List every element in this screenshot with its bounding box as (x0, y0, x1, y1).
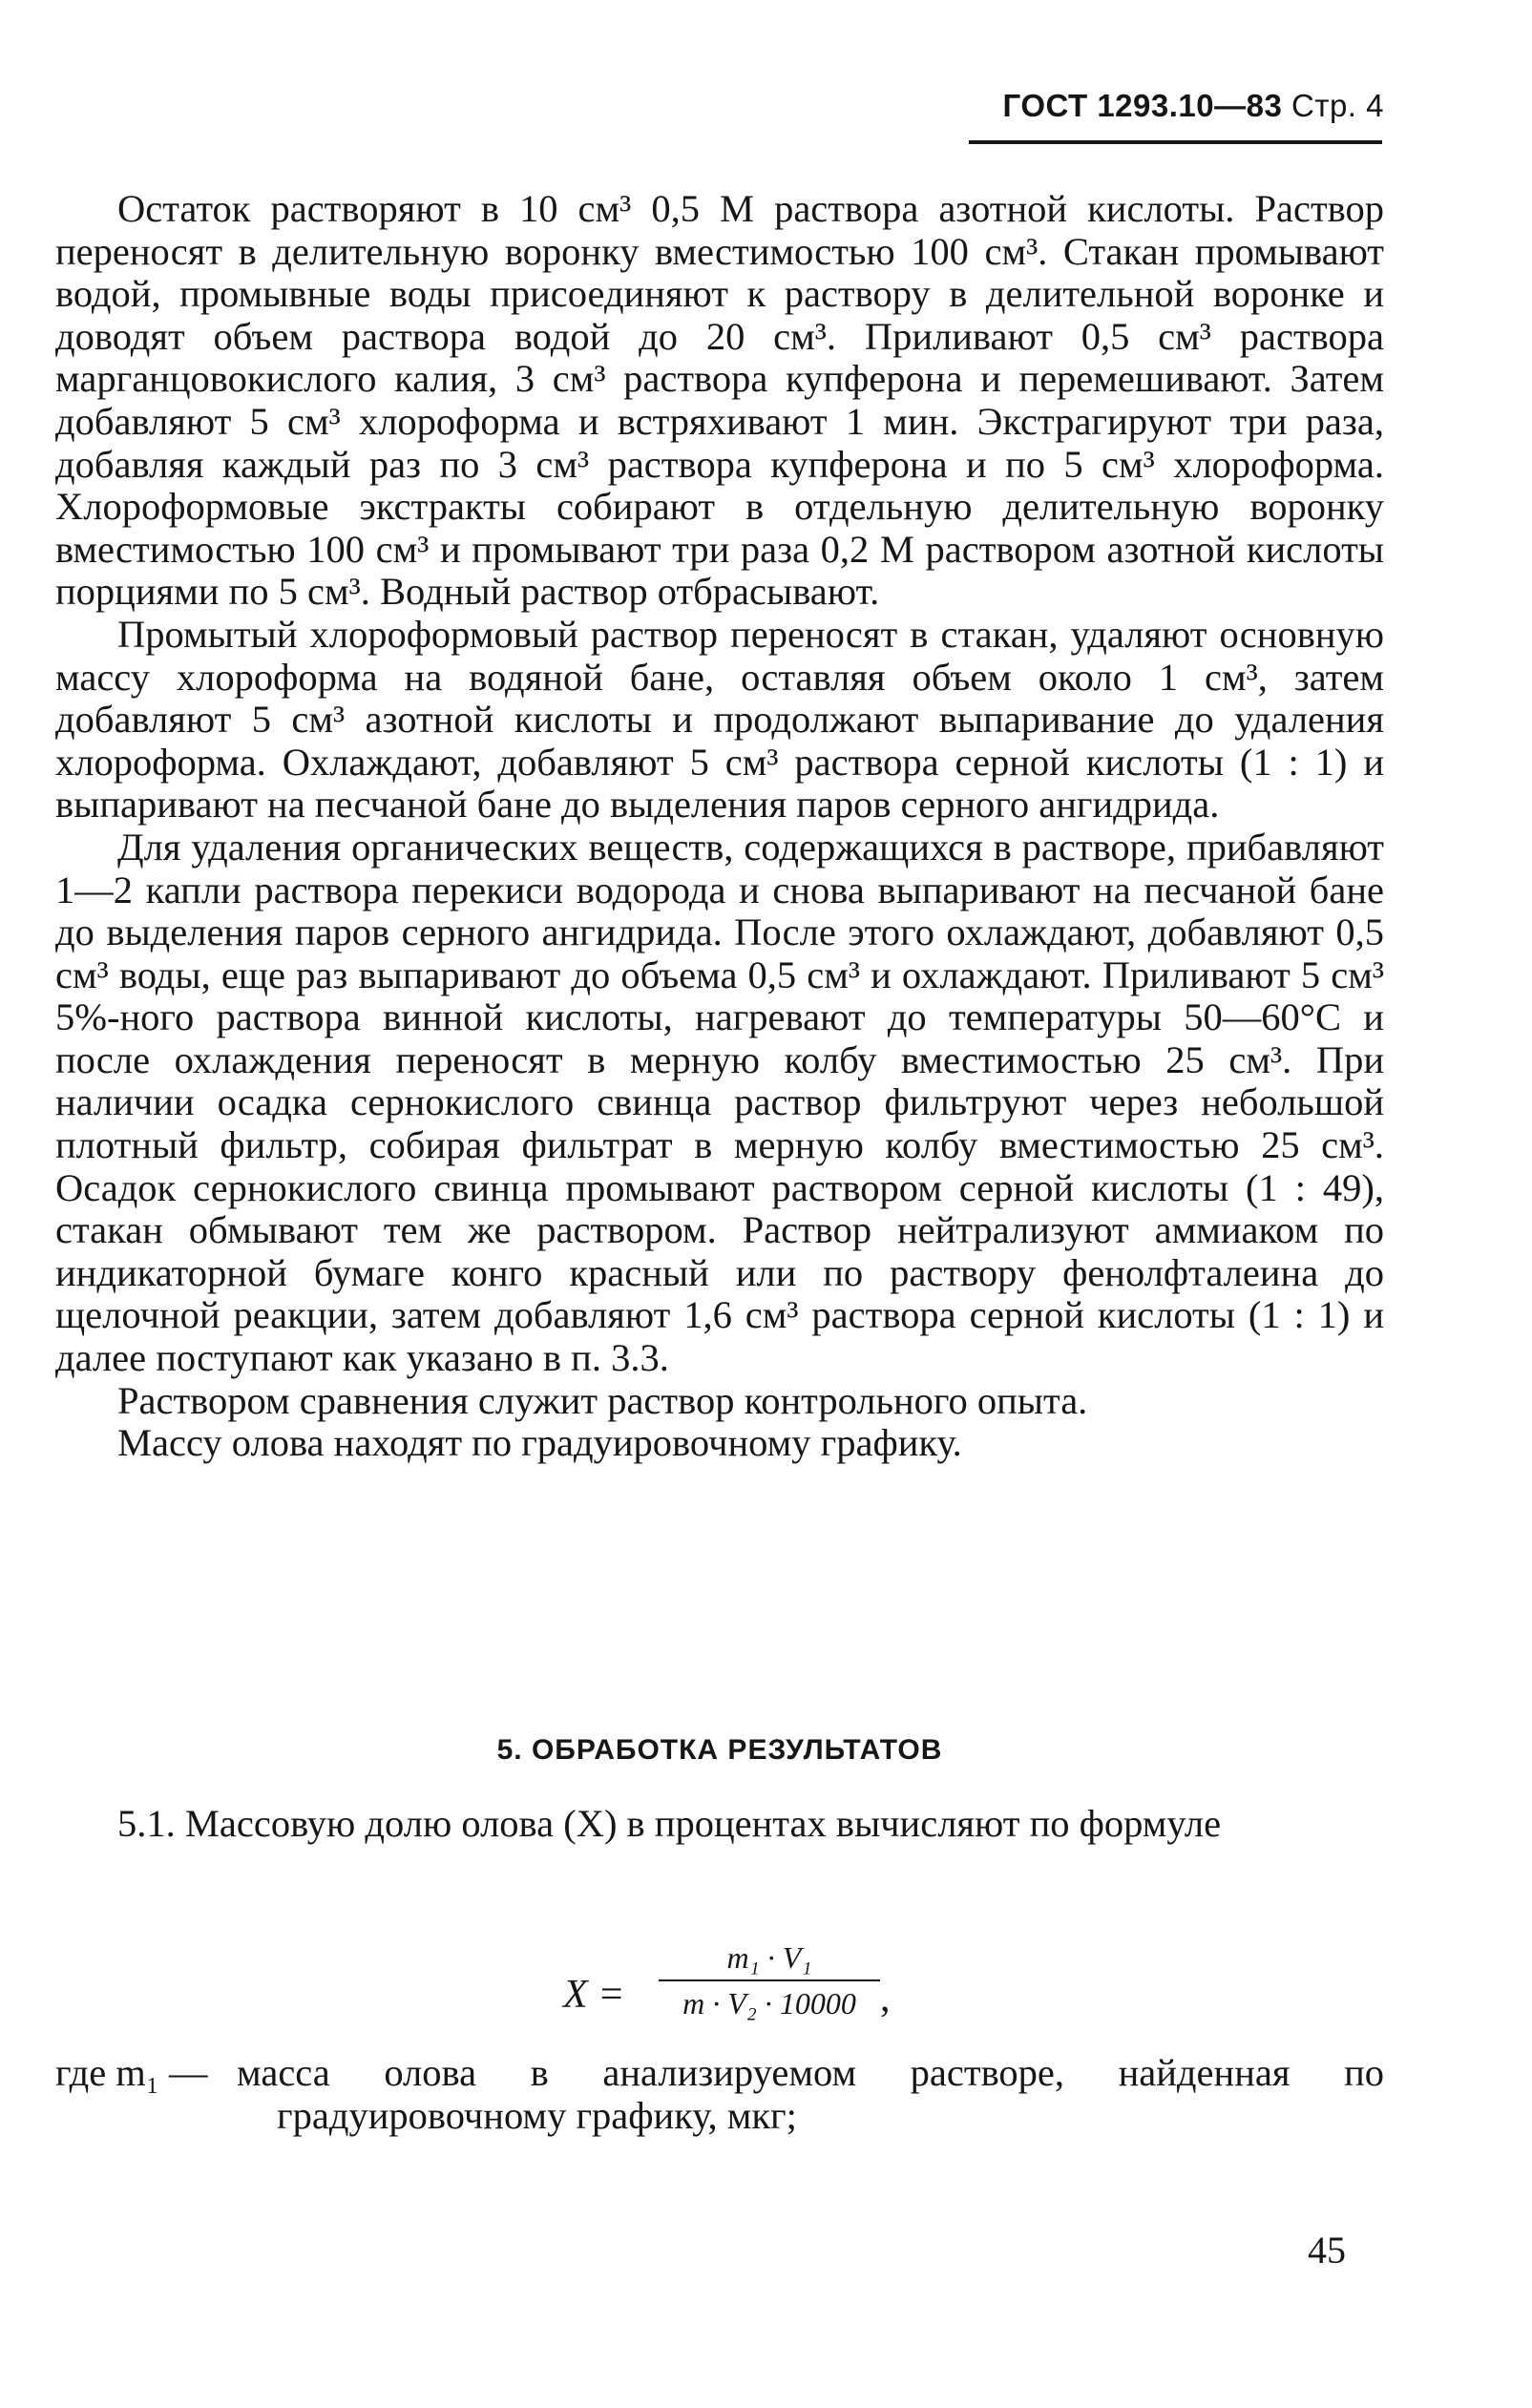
formula-fraction (659, 1937, 880, 2023)
formula-lhs: X = (563, 1973, 625, 2017)
page-number: 45 (1308, 2229, 1346, 2272)
formula-denominator: m · V₂ · 10000 (682, 1986, 856, 2021)
body-text (55, 188, 1384, 1465)
fraction-bar (659, 1979, 880, 1981)
formula (563, 1937, 993, 2052)
paragraph-tin-mass: Массу олова находят по градуировочному графику. (117, 1421, 962, 1465)
paragraph-residue-dissolution: Остаток растворяют в 10 см³ 0,5 М раствора азотной кислоты. Раствор переносят в делительную воронку вместимостью 100 см³. Стакан промывают водой, промывные воды присоединяют к раствору в делительной воронке и доводят объем раствора водой до 20 см³. Приливают 0,5 см³ раствора марганцовокислого калия, 3 см³ раствора купферона и перемешивают. Затем добавляют 5 см³ хлороформа и встряхивают 1 мин. Экстрагируют три раза, добавляя каждый раз по 3 см³ раствора купферона и по 5 см³ хлороформа. Хлороформовые экстракты собирают в отдельную делительную воронку вместимостью 100 см³ и промывают три раза 0,2 М раствором азотной кислоты порциями по 5 см³. Водный раствор отбрасывают. (55, 187, 1384, 614)
formula-numerator: m₁ · V₁ (726, 1940, 812, 1975)
paragraph-chloroform-evaporation: Промытый хлороформовый раствор переносят в стакан, удаляют основную массу хлороформа на водяной бане, оставляя объем около 1 см³, затем добавляют 5 см³ азотной кислоты и продолжают выпаривание до удаления хлороформа. Охлаждают, добавляют 5 см³ раствора серной кислоты (1 : 1) и выпаривают на песчаной бане до выделения паров серного ангидрида. (55, 612, 1384, 827)
formula-comma: , (880, 1977, 891, 2021)
paragraph-reference-solution: Раствором сравнения служит раствор контрольного опыта. (117, 1378, 1088, 1422)
header-rule (969, 140, 1382, 144)
paragraph-5-1: 5.1. Массовую долю олова (X) в процентах вычисляют по формуле (117, 1802, 1222, 1845)
page-header (969, 88, 1384, 124)
page-label: Стр. 4 (1291, 88, 1384, 123)
where-definition: масса олова в анализируемом растворе, найденная по градуировочному графику, мкг; (237, 2051, 1384, 2137)
where-term: где m₁ — (55, 2051, 208, 2094)
paragraph-organic-removal: Для удаления органических веществ, содержащихся в растворе, прибавляют 1—2 капли раствора перекиси водорода и снова выпаривают на песчаной бане до выделения паров серного ангидрида. После этого охлаждают, добавляют 0,5 см³ воды, еще раз выпаривают до объема 0,5 см³ и охлаждают. Приливают 5 см³ 5%-ного раствора винной кислоты, нагревают до температуры 50—60°С и после охлаждения переносят в мерную колбу вместимостью 25 см³. При наличии осадка сернокислого свинца раствор фильтруют через небольшой плотный фильтр, собирая фильтрат в мерную колбу вместимостью 25 см³. Осадок сернокислого свинца промывают раствором серной кислоты (1 : 49), стакан обмывают тем же раствором. Раствор нейтрализуют аммиаком по индикаторной бумаге конго красный или по раствору фенолфталеина до щелочной реакции, затем добавляют 1,6 см³ раствора серной кислоты (1 : 1) и далее поступают как указано в п. 3.3. (55, 825, 1384, 1380)
standard-number: ГОСТ 1293.10—83 (1002, 88, 1283, 123)
section-title: 5. ОБРАБОТКА РЕЗУЛЬТАТОВ (496, 1734, 943, 1766)
